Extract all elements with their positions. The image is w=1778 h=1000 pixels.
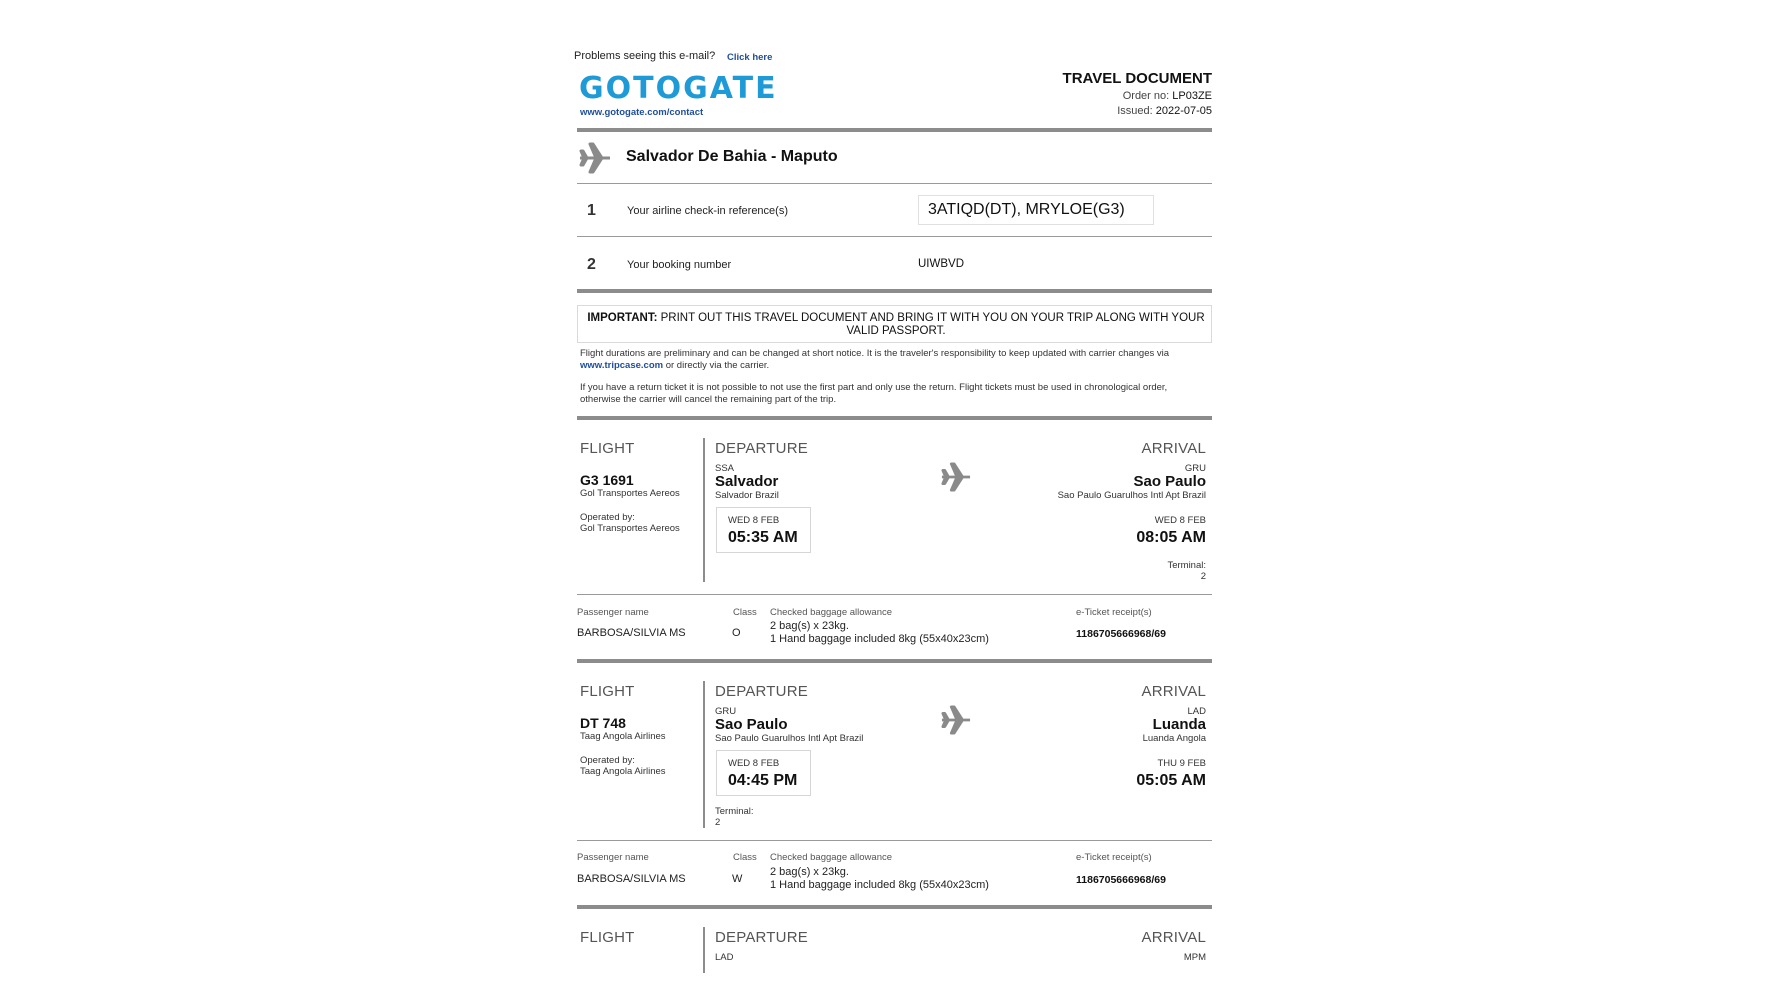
arrival-airport: Sao Paulo Guarulhos Intl Apt Brazil bbox=[1057, 490, 1206, 501]
checkin-ref-label: Your airline check-in reference(s) bbox=[627, 205, 788, 217]
contact-link[interactable]: www.gotogate.com/contact bbox=[580, 107, 704, 118]
departure-code: LAD bbox=[715, 952, 734, 963]
passenger-name: BARBOSA/SILVIA MS bbox=[577, 627, 686, 639]
divider bbox=[577, 905, 1212, 909]
arrival-date: WED 8 FEB bbox=[1154, 515, 1206, 526]
issued-value: 2022-07-05 bbox=[1155, 105, 1212, 117]
notice-para1-tail: or directly via the carrier. bbox=[665, 360, 770, 371]
route-title: Salvador De Bahia - Maputo bbox=[626, 148, 838, 165]
divider bbox=[577, 416, 1212, 420]
hand-baggage: 1 Hand baggage included 8kg (55x40x23cm) bbox=[770, 633, 989, 645]
booking-number-label: Your booking number bbox=[627, 259, 732, 271]
arrival-city: Sao Paulo bbox=[1133, 473, 1206, 490]
departure-city: Salvador bbox=[715, 473, 779, 490]
important-line1: PRINT OUT THIS TRAVEL DOCUMENT AND BRING IT WITH YOU ON YOUR TRIP ALONG WITH YOUR bbox=[660, 312, 1205, 324]
passenger-name-label: Passenger name bbox=[577, 852, 649, 863]
booking-number-value: UIWBVD bbox=[918, 258, 964, 270]
travel-class: W bbox=[732, 873, 743, 885]
departure-column-header: DEPARTURE bbox=[715, 683, 808, 700]
departure-airport: Salvador Brazil bbox=[715, 490, 779, 501]
order-line bbox=[1123, 90, 1212, 102]
eticket-label: e-Ticket receipt(s) bbox=[1076, 607, 1152, 618]
flight-number: G3 1691 bbox=[580, 472, 634, 488]
terminal-label: Terminal: bbox=[1167, 560, 1206, 571]
divider bbox=[577, 236, 1212, 237]
travel-class: O bbox=[732, 627, 741, 639]
notice-para1-line2 bbox=[580, 360, 769, 371]
reference-number: 2 bbox=[587, 256, 596, 273]
class-label: Class bbox=[733, 852, 757, 863]
arrival-column-header: ARRIVAL bbox=[1141, 683, 1206, 700]
divider bbox=[577, 659, 1212, 663]
eticket-label: e-Ticket receipt(s) bbox=[1076, 852, 1152, 863]
baggage-label: Checked baggage allowance bbox=[770, 852, 893, 863]
click-here-link[interactable]: Click here bbox=[727, 52, 773, 63]
airplane-icon bbox=[939, 705, 973, 735]
flight-number: DT 748 bbox=[580, 715, 626, 731]
departure-terminal: 2 bbox=[715, 817, 721, 828]
operated-by-value: Taag Angola Airlines bbox=[580, 766, 666, 777]
arrival-column-header: ARRIVAL bbox=[1141, 440, 1206, 457]
baggage-allowance: 2 bag(s) x 23kg. bbox=[770, 620, 849, 632]
terminal-label: Terminal: bbox=[715, 806, 754, 817]
flight-column-header: FLIGHT bbox=[580, 440, 635, 457]
order-value: LP03ZE bbox=[1172, 90, 1212, 102]
column-divider bbox=[703, 927, 705, 973]
divider bbox=[577, 840, 1212, 841]
arrival-column-header: ARRIVAL bbox=[1141, 929, 1206, 946]
divider bbox=[577, 128, 1212, 132]
arrival-time: 08:05 AM bbox=[1136, 529, 1206, 546]
divider bbox=[577, 594, 1212, 595]
important-line2: VALID PASSPORT. bbox=[846, 325, 946, 337]
departure-column-header: DEPARTURE bbox=[715, 929, 808, 946]
arrival-time: 05:05 AM bbox=[1136, 772, 1206, 789]
class-label: Class bbox=[733, 607, 757, 618]
operated-by-label: Operated by: bbox=[580, 512, 635, 523]
operated-by-value: Gol Transportes Aereos bbox=[580, 523, 680, 534]
column-divider bbox=[703, 681, 705, 828]
issued-line bbox=[1117, 105, 1212, 117]
passenger-name-label: Passenger name bbox=[577, 607, 649, 618]
airplane-icon bbox=[578, 142, 612, 174]
notice-para1-line1: Flight durations are preliminary and can be changed at short notice. It is the traveler's responsibility to keep updated with carrier changes via bbox=[580, 348, 1170, 359]
gotogate-logo: GOTOGATE bbox=[579, 71, 778, 106]
notice-para2-line2: otherwise the carrier will cancel the remaining part of the trip. bbox=[580, 394, 837, 405]
important-label: IMPORTANT: bbox=[587, 312, 658, 324]
eticket-number: 1186705666968/69 bbox=[1076, 874, 1166, 886]
arrival-code: LAD bbox=[1187, 706, 1206, 717]
doc-title: TRAVEL DOCUMENT bbox=[1062, 70, 1212, 87]
departure-code: GRU bbox=[715, 706, 737, 717]
airline-name: Taag Angola Airlines bbox=[580, 731, 666, 742]
airplane-icon bbox=[939, 462, 973, 492]
departure-airport: Sao Paulo Guarulhos Intl Apt Brazil bbox=[715, 733, 864, 744]
arrival-date: THU 9 FEB bbox=[1157, 758, 1206, 769]
issued-label: Issued: bbox=[1117, 105, 1153, 117]
departure-time: 04:45 PM bbox=[728, 772, 798, 789]
flight-column-header: FLIGHT bbox=[580, 683, 635, 700]
departure-date: WED 8 FEB bbox=[728, 758, 780, 769]
reference-number: 1 bbox=[587, 202, 596, 219]
important-text bbox=[586, 312, 1206, 338]
divider bbox=[577, 183, 1212, 184]
operated-by-label: Operated by: bbox=[580, 755, 635, 766]
hand-baggage: 1 Hand baggage included 8kg (55x40x23cm) bbox=[770, 879, 989, 891]
departure-column-header: DEPARTURE bbox=[715, 440, 808, 457]
airline-name: Gol Transportes Aereos bbox=[580, 488, 680, 499]
arrival-airport: Luanda Angola bbox=[1142, 733, 1206, 744]
divider bbox=[577, 289, 1212, 293]
arrival-code: GRU bbox=[1184, 463, 1206, 474]
flight-column-header: FLIGHT bbox=[580, 929, 635, 946]
passenger-name: BARBOSA/SILVIA MS bbox=[577, 873, 686, 885]
departure-date: WED 8 FEB bbox=[728, 515, 780, 526]
arrival-terminal: 2 bbox=[1200, 571, 1206, 582]
column-divider bbox=[703, 438, 705, 582]
departure-city: Sao Paulo bbox=[715, 716, 788, 733]
order-label: Order no: bbox=[1122, 90, 1170, 102]
arrival-city: Luanda bbox=[1152, 716, 1206, 733]
arrival-code: MPM bbox=[1183, 952, 1206, 963]
eticket-number: 1186705666968/69 bbox=[1076, 628, 1166, 640]
tripcase-link[interactable]: www.tripcase.com bbox=[580, 360, 664, 371]
departure-time: 05:35 AM bbox=[728, 529, 798, 546]
baggage-label: Checked baggage allowance bbox=[770, 607, 893, 618]
checkin-ref-value: 3ATIQD(DT), MRYLOE(G3) bbox=[918, 195, 1154, 225]
baggage-allowance: 2 bag(s) x 23kg. bbox=[770, 866, 849, 878]
departure-code: SSA bbox=[715, 463, 735, 474]
notice-para2-line1: If you have a return ticket it is not possible to not use the first part and only use the return. Flight tickets must be used in chronological order, bbox=[580, 382, 1168, 393]
problems-text: Problems seeing this e-mail? bbox=[574, 50, 716, 62]
